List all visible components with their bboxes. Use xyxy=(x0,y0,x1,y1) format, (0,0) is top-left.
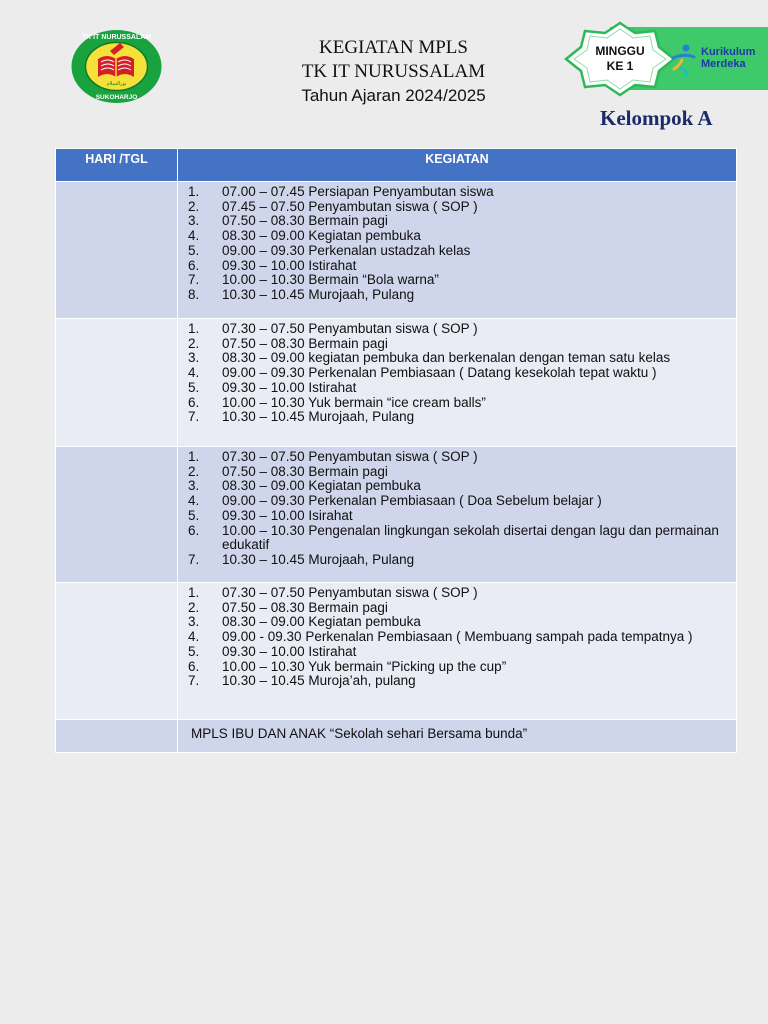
item-text: 07.50 – 08.30 Bermain pagi xyxy=(222,599,388,615)
list-item xyxy=(188,185,728,200)
item-text: 07.30 – 07.50 Penyambutan siswa ( SOP ) xyxy=(222,321,478,336)
item-text: 10.00 – 10.30 Pengenalan lingkungan sekolah disertai dengan lagu dan permainan edukatif xyxy=(222,522,719,553)
item-number: 3. xyxy=(188,478,200,494)
list-item xyxy=(188,337,728,352)
item-text: 07.50 – 08.30 Bermain pagi xyxy=(222,463,388,479)
item-number: 3. xyxy=(188,614,200,630)
kurikulum-merdeka-label xyxy=(701,46,755,70)
title-line-3: Tahun Ajaran 2024/2025 xyxy=(301,86,486,105)
activity-list xyxy=(188,322,728,425)
item-text: 10.30 – 10.45 Murojaah, Pulang xyxy=(222,409,415,425)
schedule-table xyxy=(55,148,737,753)
list-item xyxy=(188,601,728,616)
item-text: 09.30 – 10.00 Isirahat xyxy=(222,507,353,523)
logo-text-bottom: SUKOHARJO xyxy=(95,94,138,101)
hari-cell xyxy=(56,720,178,753)
item-text: 07.30 – 07.50 Penyambutan siswa ( SOP ) xyxy=(222,585,478,600)
hari-cell xyxy=(56,319,178,447)
list-item xyxy=(188,586,728,601)
table-row xyxy=(56,182,737,319)
item-text: 07.30 – 07.50 Penyambutan siswa ( SOP ) xyxy=(222,449,478,464)
item-number: 2. xyxy=(188,599,200,615)
item-number: 6. xyxy=(188,257,200,273)
title-line-2: TK IT NURUSSALAM xyxy=(301,61,486,82)
item-number: 7. xyxy=(188,409,200,425)
list-item xyxy=(188,524,728,553)
kelompok-label: Kelompok A xyxy=(600,106,713,130)
activity-list xyxy=(188,450,728,568)
activity-list xyxy=(188,586,728,689)
list-item xyxy=(188,366,728,381)
item-text: 10.30 – 10.45 Murojaah, Pulang xyxy=(222,286,415,302)
header-kegiatan: KEGIATAN xyxy=(178,149,737,182)
list-item xyxy=(188,450,728,465)
table-row xyxy=(56,583,737,720)
item-number: 6. xyxy=(188,522,200,538)
item-number: 2. xyxy=(188,335,200,351)
item-text: 07.45 – 07.50 Penyambutan siswa ( SOP ) xyxy=(222,198,478,214)
item-number: 1. xyxy=(188,321,200,336)
mpls-ibu-anak-note: MPLS IBU DAN ANAK “Sekolah sehari Bersama bunda” xyxy=(191,726,528,741)
list-item xyxy=(188,259,728,274)
list-item xyxy=(188,288,728,303)
minggu-line-1: MINGGU xyxy=(595,44,645,58)
list-item xyxy=(188,410,728,425)
item-text: 08.30 – 09.00 Kegiatan pembuka xyxy=(222,228,421,244)
table-header-row xyxy=(56,149,737,182)
item-text: 08.30 – 09.00 Kegiatan pembuka xyxy=(222,614,421,630)
list-item xyxy=(188,273,728,288)
item-number: 5. xyxy=(188,643,200,659)
kegiatan-cell xyxy=(178,583,737,720)
item-number: 1. xyxy=(188,184,200,199)
item-text: 10.00 – 10.30 Yuk bermain “ice cream balls” xyxy=(222,394,486,410)
activity-list xyxy=(188,185,728,303)
list-item xyxy=(188,396,728,411)
hari-cell xyxy=(56,447,178,583)
item-number: 2. xyxy=(188,463,200,479)
item-number: 7. xyxy=(188,272,200,288)
list-item xyxy=(188,200,728,215)
item-number: 7. xyxy=(188,551,200,567)
item-text: 09.00 - 09.30 Perkenalan Pembiasaan ( Membuang sampah pada tempatnya ) xyxy=(222,629,693,645)
list-item xyxy=(188,322,728,337)
item-text: 09.30 – 10.00 Istirahat xyxy=(222,643,357,659)
list-item xyxy=(188,479,728,494)
item-number: 4. xyxy=(188,493,200,509)
item-text: 08.30 – 09.00 kegiatan pembuka dan berkenalan dengan teman satu kelas xyxy=(222,350,671,366)
list-item xyxy=(188,214,728,229)
item-text: 07.50 – 08.30 Bermain pagi xyxy=(222,335,388,351)
kegiatan-cell xyxy=(178,720,737,753)
item-number: 8. xyxy=(188,286,200,302)
kurikulum-line-1: Kurikulum xyxy=(701,46,756,58)
school-logo xyxy=(70,29,163,104)
kegiatan-cell xyxy=(178,182,737,319)
kurikulum-merdeka-icon xyxy=(670,43,698,77)
kegiatan-cell xyxy=(178,447,737,583)
item-text: 07.00 – 07.45 Persiapan Penyambutan siswa xyxy=(222,184,494,199)
list-item xyxy=(188,244,728,259)
minggu-line-2: KE 1 xyxy=(606,59,634,73)
kegiatan-cell xyxy=(178,319,737,447)
item-number: 4. xyxy=(188,629,200,645)
header-hari: HARI /TGL xyxy=(56,149,178,182)
item-number: 6. xyxy=(188,658,200,674)
item-number: 3. xyxy=(188,350,200,366)
item-text: 10.30 – 10.45 Muroja’ah, pulang xyxy=(222,673,416,689)
list-item xyxy=(188,645,728,660)
list-item xyxy=(188,615,728,630)
item-text: 10.00 – 10.30 Bermain “Bola warna” xyxy=(222,272,439,288)
hari-cell xyxy=(56,182,178,319)
minggu-label xyxy=(576,44,664,74)
list-item xyxy=(188,509,728,524)
item-text: 09.30 – 10.00 Istirahat xyxy=(222,379,357,395)
item-number: 1. xyxy=(188,449,200,464)
logo-text-top: TK IT NURUSSALAM xyxy=(81,34,152,41)
item-text: 10.30 – 10.45 Murojaah, Pulang xyxy=(222,551,415,567)
item-text: 09.00 – 09.30 Perkenalan Pembiasaan ( Doa Sebelum belajar ) xyxy=(222,493,602,509)
item-number: 5. xyxy=(188,242,200,258)
title-line-1: KEGIATAN MPLS xyxy=(319,37,468,58)
item-number: 3. xyxy=(188,213,200,229)
item-number: 5. xyxy=(188,379,200,395)
item-text: 10.00 – 10.30 Yuk bermain “Picking up the cup” xyxy=(222,658,507,674)
kurikulum-line-2: Merdeka xyxy=(701,58,746,70)
item-number: 4. xyxy=(188,228,200,244)
list-item xyxy=(188,494,728,509)
item-text: 09.00 – 09.30 Perkenalan Pembiasaan ( Datang kesekolah tepat waktu ) xyxy=(222,365,657,381)
list-item xyxy=(188,553,728,568)
item-text: 09.30 – 10.00 Istirahat xyxy=(222,257,357,273)
list-item xyxy=(188,381,728,396)
list-item xyxy=(188,465,728,480)
item-text: 09.00 – 09.30 Perkenalan ustadzah kelas xyxy=(222,242,471,258)
item-number: 2. xyxy=(188,198,200,214)
table-row xyxy=(56,720,737,753)
item-number: 1. xyxy=(188,585,200,600)
svg-text:نورالسلام: نورالسلام xyxy=(106,81,127,87)
list-item xyxy=(188,229,728,244)
item-text: 07.50 – 08.30 Bermain pagi xyxy=(222,213,388,229)
list-item xyxy=(188,630,728,645)
document-title xyxy=(230,36,557,107)
list-item xyxy=(188,660,728,675)
table-row xyxy=(56,319,737,447)
hari-cell xyxy=(56,583,178,720)
item-number: 5. xyxy=(188,507,200,523)
table-row xyxy=(56,447,737,583)
item-number: 6. xyxy=(188,394,200,410)
list-item xyxy=(188,351,728,366)
item-number: 4. xyxy=(188,365,200,381)
item-number: 7. xyxy=(188,673,200,689)
list-item xyxy=(188,674,728,689)
item-text: 08.30 – 09.00 Kegiatan pembuka xyxy=(222,478,421,494)
